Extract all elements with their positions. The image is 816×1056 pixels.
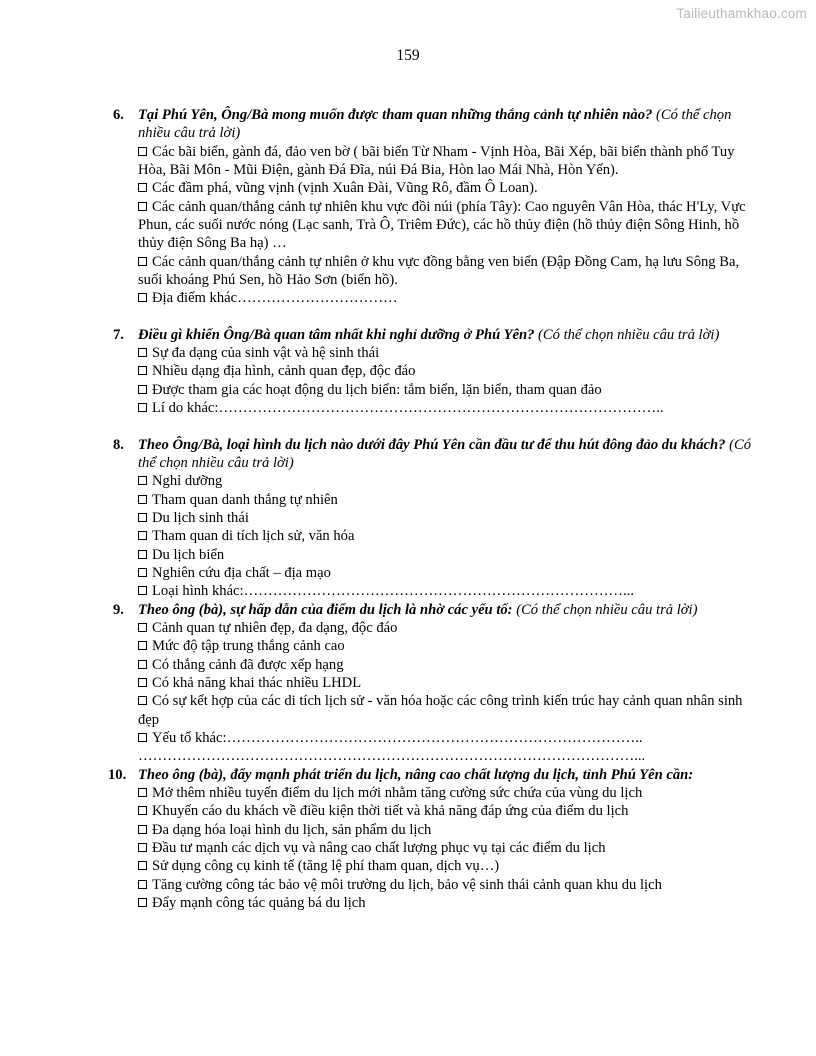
checkbox[interactable] [138,788,147,797]
checkbox[interactable] [138,660,147,669]
option [138,472,764,490]
option [138,674,764,692]
checkbox[interactable] [138,586,147,595]
option-label: Lí do khác:……………………………………………………………………………….. [152,400,664,417]
question-hint: (Có thể chọn nhiều câu trả lời) [138,436,751,471]
checkbox[interactable] [138,476,147,485]
question-number: 8. [113,436,124,453]
option-label: Các cảnh quan/thắng cảnh tự nhiên ở khu vực đồng bằng ven biển (Đập Đồng Cam, hạ lưu Sông Ba, suối khoáng Phú Sen, hồ Hảo Sơn (biển hồ). [138,253,740,289]
option [138,381,764,399]
option-label: Du lịch sinh thái [152,509,249,526]
option-label: Có khả năng khai thác nhiều LHDL [152,674,362,691]
checkbox[interactable] [138,202,147,211]
question-hint: (Có thể chọn nhiều câu trả lời) [138,107,732,142]
option [138,289,764,307]
option-label: Các cảnh quan/thắng cảnh tự nhiên khu vực đồi núi (phía Tây): Cao nguyên Vân Hòa, thác H'Ly, Vực Phun, các suối nước nóng (Lạc sanh, Trà Ô, Triêm Đức), các hồ thủy điện (hồ thủy điện Sông Hinh, hồ thủy điện Sông Ba hạ) … [138,198,746,252]
option [138,839,764,857]
option-label: Nghiên cứu địa chất – địa mạo [152,564,331,581]
checkbox[interactable] [138,550,147,559]
watermark: Tailieuthamkhao.com [676,6,807,21]
option [138,198,764,253]
option-label: Du lịch biển [152,546,225,563]
question-6 [108,106,764,308]
option-label: Tăng cường công tác bảo vệ môi trường du lịch, bảo vệ sinh thái cảnh quan khu du lịch [152,876,662,893]
option [138,399,764,417]
option-label: Đầu tư mạnh các dịch vụ và nâng cao chất lượng phục vụ tại các điểm du lịch [152,840,606,857]
option-label: Khuyến cáo du khách về điều kiện thời tiết và khả năng đáp ứng của điểm du lịch [152,803,629,820]
option [138,143,764,180]
answer-line[interactable]: …………………………………………………………………………………………... [138,748,646,765]
question-10 [108,766,764,913]
question-7 [108,326,764,418]
checkbox[interactable] [138,495,147,504]
question-text: Điều gì khiến Ông/Bà quan tâm nhất khi nghỉ dưỡng ở Phú Yên? [138,326,535,343]
checkbox[interactable] [138,366,147,375]
option-label: Loại hình khác:……………………………………………………………………... [152,583,634,600]
checkbox[interactable] [138,403,147,412]
option-label: Có thắng cảnh đã được xếp hạng [152,656,344,673]
checkbox[interactable] [138,348,147,357]
checkbox[interactable] [138,385,147,394]
option-label: Đẩy mạnh công tác quảng bá du lịch [152,895,366,912]
checkbox[interactable] [138,898,147,907]
question-number: 9. [113,601,124,618]
question-number: 7. [113,326,124,343]
checkbox[interactable] [138,641,147,650]
option [138,179,764,197]
page-number: 159 [396,47,420,64]
checkbox[interactable] [138,147,147,156]
option-label: Mức độ tập trung thắng cảnh cao [152,638,345,655]
option-label: Sử dụng công cụ kinh tế (tăng lệ phí tham quan, dịch vụ…) [152,858,500,875]
checkbox[interactable] [138,843,147,852]
option [138,729,764,747]
option [138,362,764,380]
checkbox[interactable] [138,623,147,632]
option [138,802,764,820]
checkbox[interactable] [138,733,147,742]
checkbox[interactable] [138,183,147,192]
option-label: Tham quan di tích lịch sử, văn hóa [152,528,355,545]
option-label: Yếu tố khác:………………………………………………………………………….. [152,730,643,746]
option [138,692,764,729]
option [138,546,764,564]
checkbox[interactable] [138,293,147,302]
option [138,564,764,582]
option-label: Địa điểm khác…………………………… [152,290,398,307]
option-label: Tham quan danh thắng tự nhiên [152,491,338,508]
option-label: Nhiều dạng địa hình, cảnh quan đẹp, độc đáo [152,363,416,380]
option [138,656,764,674]
question-hint: (Có thể chọn nhiều câu trả lời) [516,601,698,618]
option [138,527,764,545]
checkbox[interactable] [138,880,147,889]
option-label: Đa dạng hóa loại hình du lịch, sản phẩm du lịch [152,821,432,838]
question-9 [108,601,764,766]
option-label: Sự đa dạng của sinh vật và hệ sinh thái [152,345,380,362]
question-number: 6. [113,107,124,123]
checkbox[interactable] [138,806,147,815]
question-text: Tại Phú Yên, Ông/Bà mong muốn được tham quan những thắng cảnh tự nhiên nào? [138,107,653,123]
option [138,344,764,362]
option [138,637,764,655]
survey-content [108,106,764,912]
option [138,491,764,509]
checkbox[interactable] [138,257,147,266]
option [138,509,764,527]
checkbox[interactable] [138,531,147,540]
question-8 [108,436,764,601]
option [138,894,764,912]
question-text: Theo Ông/Bà, loại hình du lịch nào dưới đây Phú Yên cần đầu tư để thu hút đông đảo du khách? [138,436,726,453]
checkbox[interactable] [138,696,147,705]
option-label: Mở thêm nhiều tuyến điểm du lịch mới nhằm tăng cường sức chứa của vùng du lịch [152,785,643,802]
checkbox[interactable] [138,861,147,870]
option [138,857,764,875]
checkbox[interactable] [138,513,147,522]
option-label: Có sự kết hợp của các di tích lịch sử - văn hóa hoặc các công trình kiến trúc hay cảnh quan nhân sinh đẹp [138,693,743,728]
option-label: Nghỉ dưỡng [152,473,223,490]
question-hint: (Có thể chọn nhiều câu trả lời) [538,326,720,343]
option-label: Được tham gia các hoạt động du lịch biển: tắm biển, lặn biển, tham quan đảo [152,381,602,398]
question-number: 10. [108,766,127,783]
option-label: Cảnh quan tự nhiên đẹp, đa dạng, độc đáo [152,619,398,636]
question-text: Theo ông (bà), đẩy mạnh phát triển du lịch, nâng cao chất lượng du lịch, tỉnh Phú Yên cần: [138,766,694,783]
option-label: Các đầm phá, vũng vịnh (vịnh Xuân Đài, Vũng Rô, đầm Ô Loan). [152,180,538,197]
option [138,876,764,894]
checkbox[interactable] [138,825,147,834]
option [138,253,764,290]
option [138,619,764,637]
option [138,582,764,600]
question-text: Theo ông (bà), sự hấp dẫn của điểm du lịch là nhờ các yếu tố: [138,601,513,618]
option-label: Các bãi biển, gành đá, đảo ven bờ ( bãi biển Từ Nham - Vịnh Hòa, Bãi Xép, bãi biển thành phố Tuy Hòa, Bãi Môn - Mũi Điện, gành Đá Đĩa, núi Đá Bia, Hòn lao Mái Nhà, Hòn Yến). [138,143,735,179]
option [138,821,764,839]
checkbox[interactable] [138,568,147,577]
option [138,784,764,802]
checkbox[interactable] [138,678,147,687]
